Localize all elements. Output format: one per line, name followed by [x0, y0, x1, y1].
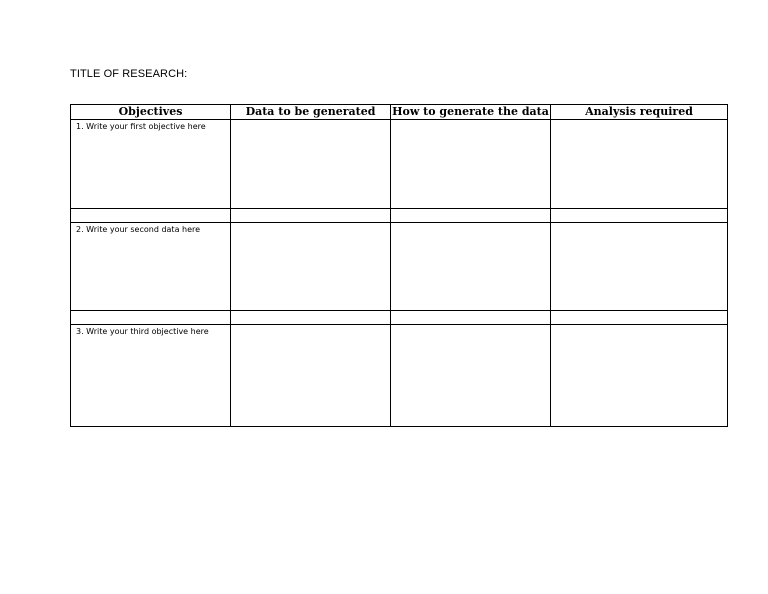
- objective-cell[interactable]: [71, 325, 231, 427]
- header-objectives: Objectives: [71, 105, 231, 120]
- analysis-cell[interactable]: [551, 325, 728, 427]
- method-cell[interactable]: [391, 120, 551, 209]
- header-data-to-be-generated: Data to be generated: [231, 105, 391, 120]
- spacer-cell[interactable]: [391, 311, 551, 325]
- spacer-row: [71, 209, 728, 223]
- data-cell[interactable]: [231, 325, 391, 427]
- spacer-cell[interactable]: [551, 311, 728, 325]
- table-row: [71, 120, 728, 209]
- table-header-row: [71, 105, 728, 120]
- method-cell[interactable]: [391, 223, 551, 311]
- spacer-cell[interactable]: [231, 311, 391, 325]
- objective-text: 3. Write your third objective here: [76, 327, 209, 336]
- research-plan-table: [70, 104, 728, 427]
- data-cell[interactable]: [231, 120, 391, 209]
- spacer-cell[interactable]: [551, 209, 728, 223]
- objective-cell[interactable]: [71, 223, 231, 311]
- analysis-cell[interactable]: [551, 223, 728, 311]
- spacer-cell[interactable]: [71, 209, 231, 223]
- header-how-to-generate: How to generate the data: [392, 105, 549, 118]
- analysis-cell[interactable]: [551, 120, 728, 209]
- method-cell[interactable]: [391, 325, 551, 427]
- objective-text: 1. Write your first objective here: [76, 122, 206, 131]
- spacer-cell[interactable]: [71, 311, 231, 325]
- objective-text: 2. Write your second data here: [76, 225, 201, 234]
- spacer-cell[interactable]: [391, 209, 551, 223]
- spacer-cell[interactable]: [231, 209, 391, 223]
- spacer-row: [71, 311, 728, 325]
- data-cell[interactable]: [231, 223, 391, 311]
- table-row: [71, 223, 728, 311]
- objective-cell[interactable]: [71, 120, 231, 209]
- table-row: [71, 325, 728, 427]
- document-title: TITLE OF RESEARCH:: [70, 68, 188, 80]
- header-analysis-required: Analysis required: [551, 105, 728, 120]
